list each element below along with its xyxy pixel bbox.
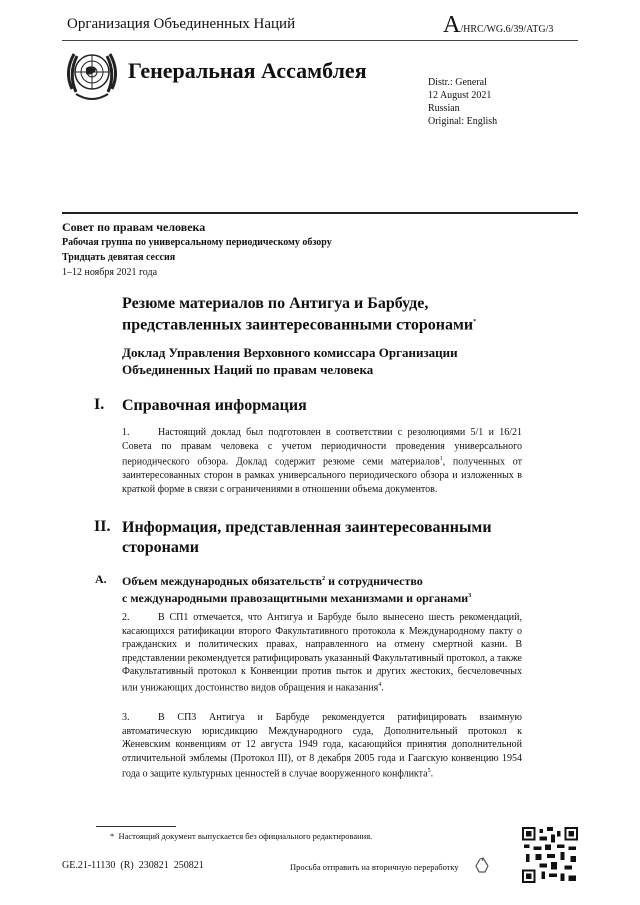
footnote-ref[interactable]: 5 bbox=[427, 768, 431, 775]
paragraph-text: В СП1 отмечается, что Антигуа и Барбуде было вынесено шесть рекомендаций, касающихся ратификации второго Факультативного протокола к Международному пакту о гражданских и политических правах, направленного на отмену смертной казни. В представлении рекомендуется ратифицировать указанный Факультативный протокол, а также Факультативный протокол к Конвенции против пыток и других жестоких, бесчеловечных или унижающих достоинство видов обращения и наказания bbox=[122, 612, 522, 694]
job-number: GE.21-11130 (R) 230821 250821 bbox=[62, 860, 204, 871]
footnote-rule bbox=[96, 826, 176, 827]
footnote bbox=[110, 831, 372, 841]
paragraph-2 bbox=[122, 611, 522, 695]
header-rule bbox=[62, 40, 578, 41]
footnote-ref[interactable]: 2 bbox=[322, 576, 326, 582]
section-heading: Справочная информация bbox=[122, 397, 307, 414]
council-block bbox=[62, 220, 332, 280]
session: Тридцать девятая сессия bbox=[62, 252, 176, 263]
session-dates: 1–12 ноября 2021 года bbox=[62, 267, 158, 278]
section-heading: Информация, представленная заинтересованными сторонами bbox=[122, 519, 492, 556]
paragraph-text: . bbox=[381, 682, 384, 694]
footnote-mark[interactable]: * bbox=[473, 319, 477, 325]
council-name: Совет по правам человека bbox=[62, 220, 206, 234]
body-title: Генеральная Ассамблея bbox=[128, 58, 367, 83]
section-number: I. bbox=[94, 396, 105, 413]
heading-text: с международными правозащитными механизмами и органами bbox=[122, 591, 469, 605]
paragraph-text: Настоящий доклад был подготовлен в соответствии с резолюциями 5/1 и 16/21 Совета по правам человека с учетом периодичности проведения универсального периодического обзора. Доклад содержит резюме семи материалов bbox=[122, 427, 522, 468]
working-group: Рабочая группа по универсальному периодическому обзору bbox=[62, 237, 332, 248]
distribution-line: Distr.: General bbox=[428, 77, 487, 88]
footnote-text: Настоящий документ выпускается без официального редактирования. bbox=[118, 831, 373, 841]
paragraph-3 bbox=[122, 711, 522, 781]
organization-name: Организация Объединенных Наций bbox=[67, 16, 296, 32]
document-title bbox=[122, 294, 542, 334]
recycle-icon bbox=[473, 856, 493, 876]
document-symbol bbox=[443, 12, 553, 39]
language-line: Russian bbox=[428, 103, 460, 114]
document-subtitle bbox=[122, 344, 542, 378]
heading-text: и сотрудничество bbox=[325, 574, 423, 588]
paragraph-text: , полученных от заинтересованных сторон в рамках универсального периодического обзора и изложенных в краткой форме в связи с ограничениями в отношении объема документов. bbox=[122, 456, 522, 495]
original-language-line: Original: English bbox=[428, 116, 498, 127]
subsection-number: A. bbox=[95, 572, 107, 586]
paragraph-text: В СП3 Антигуа и Барбуде рекомендуется ратифицировать взаимную автоматическую юрисдикцию Международного суда, Дополнительный протокол к Женевским конвенциям от 12 августа 1949 года, касающийся принятия дополнительной отличительной эмблемы (Протокол III), от 8 декабря 2005 года и Гаагскую конвенцию 1954 года о защите культурных ценностей в случае вооруженного конфликта bbox=[122, 712, 522, 780]
paragraph-text: . bbox=[430, 768, 434, 780]
un-emblem-icon bbox=[62, 44, 122, 106]
footnote-ref[interactable]: 1 bbox=[439, 456, 443, 463]
distribution-block bbox=[428, 76, 497, 128]
qr-code-icon[interactable] bbox=[522, 826, 578, 884]
heading-text: Объем международных обязательств bbox=[122, 574, 323, 588]
symbol-code: /HRC/WG.6/39/ATG/3 bbox=[460, 24, 554, 35]
paragraph-number: 1. bbox=[122, 427, 130, 438]
section-number: II. bbox=[94, 518, 111, 535]
date-line: 12 August 2021 bbox=[428, 90, 492, 101]
subsection-heading bbox=[122, 572, 532, 606]
subtitle-line: Доклад Управления Верховного комиссара Организации bbox=[122, 345, 458, 360]
footnote-mark: * bbox=[110, 831, 115, 841]
masthead-rule bbox=[62, 212, 578, 214]
recycle-notice: Просьба отправить на вторичную переработку bbox=[290, 862, 459, 872]
symbol-prefix: A bbox=[443, 12, 461, 38]
paragraph-1 bbox=[122, 426, 522, 496]
paragraph-number: 3. bbox=[122, 712, 130, 723]
subtitle-line: Объединенных Наций по правам человека bbox=[122, 362, 374, 377]
footnote-ref[interactable]: 4 bbox=[378, 681, 382, 688]
paragraph-number: 2. bbox=[122, 612, 130, 623]
title-line: Резюме материалов по Антигуа и Барбуде, bbox=[122, 295, 429, 312]
title-line: представленных заинтересованными сторонами bbox=[122, 316, 474, 334]
footnote-ref[interactable]: 3 bbox=[468, 593, 472, 599]
